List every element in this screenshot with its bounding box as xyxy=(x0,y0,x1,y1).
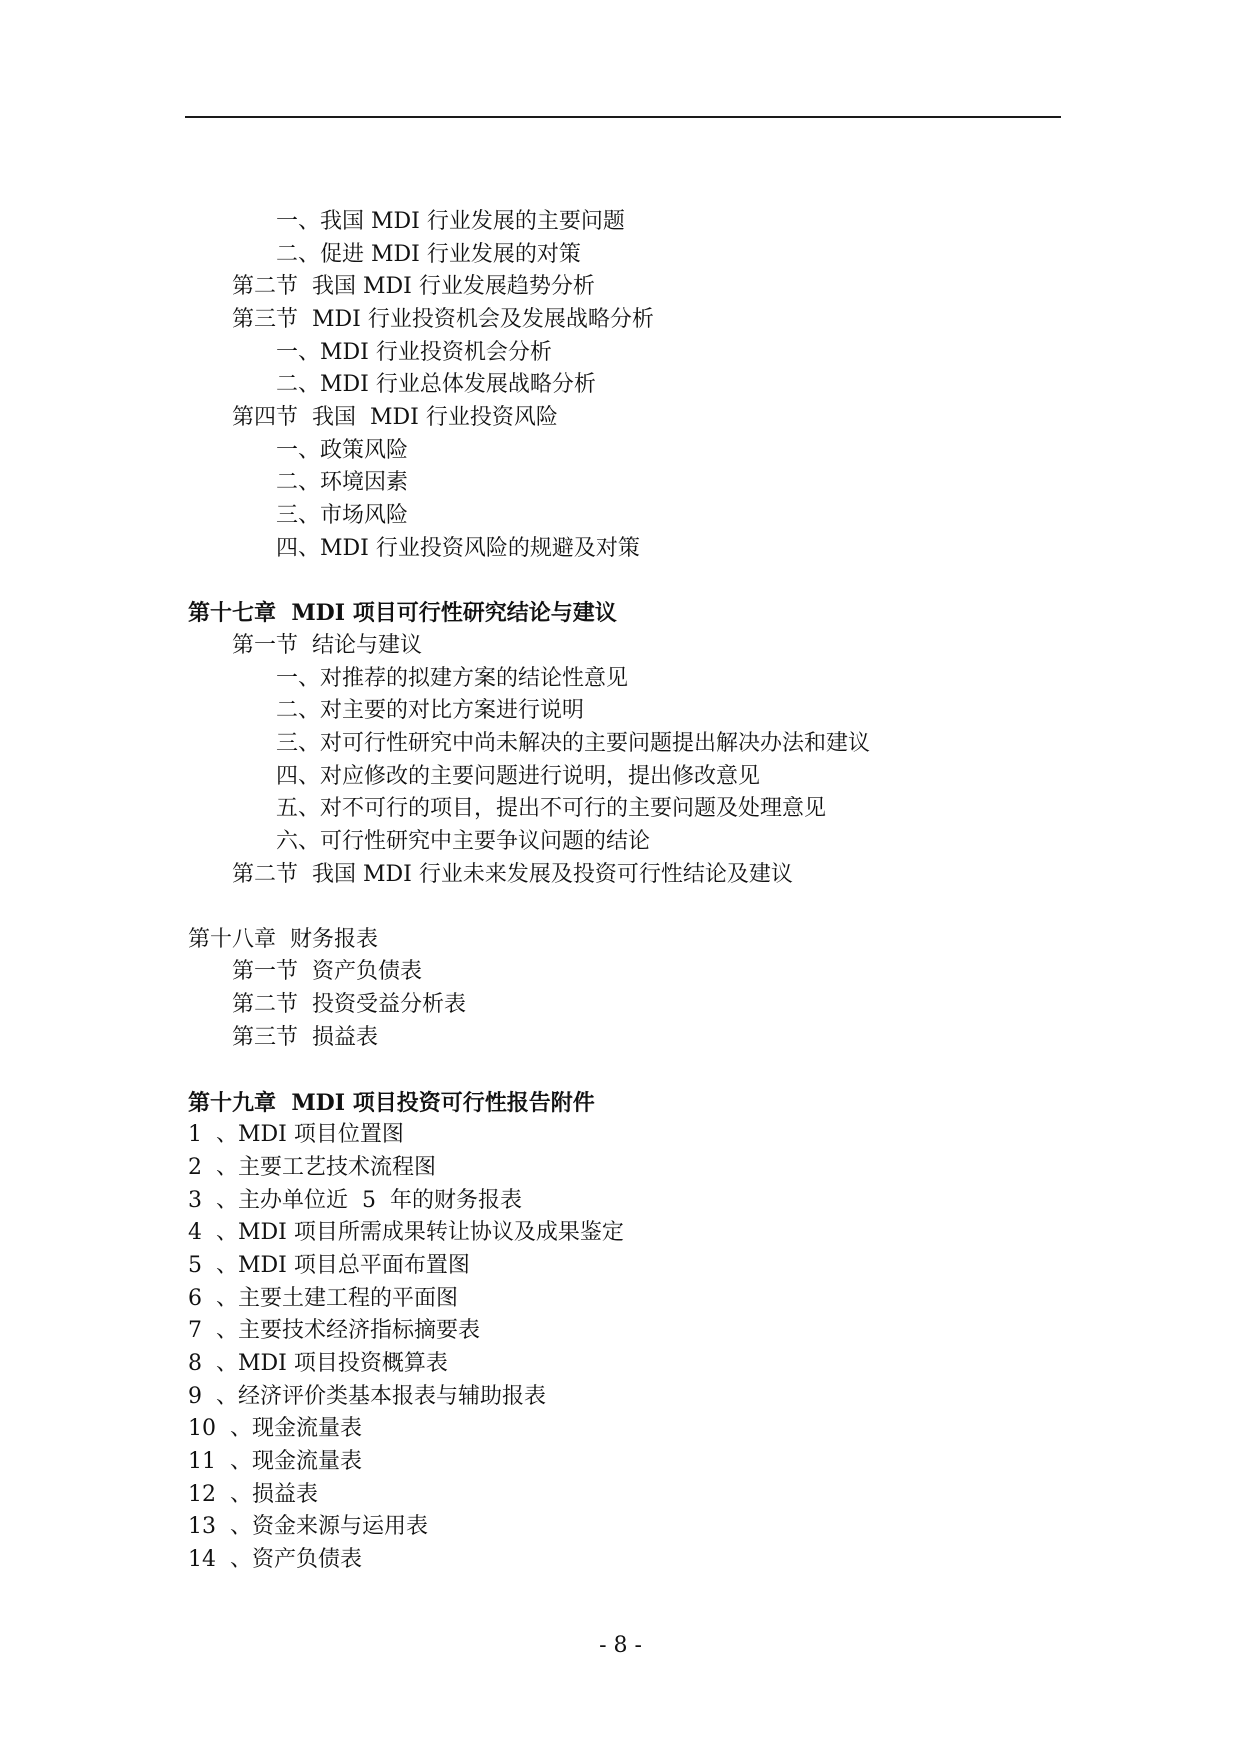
toc-section: 第二节 投资受益分析表 xyxy=(232,992,466,1017)
toc-item: 一、MDI 行业投资机会分析 xyxy=(276,340,552,365)
appendix-item: 7 、主要技术经济指标摘要表 xyxy=(188,1318,480,1343)
toc-item: 二、对主要的对比方案进行说明 xyxy=(276,698,585,723)
page-number: - 8 - xyxy=(599,1633,642,1658)
appendix-item: 2 、主要工艺技术流程图 xyxy=(188,1155,436,1180)
toc-item: 五、对不可行的项目，提出不可行的主要问题及处理意见 xyxy=(276,796,827,821)
toc-item: 三、对可行性研究中尚未解决的主要问题提出解决办法和建议 xyxy=(276,731,871,756)
toc-item: 一、对推荐的拟建方案的结论性意见 xyxy=(276,666,629,691)
toc-section: 第四节 我国 MDI 行业投资风险 xyxy=(232,405,558,430)
appendix-item: 8 、MDI 项目投资概算表 xyxy=(188,1351,448,1376)
appendix-item: 14 、资产负债表 xyxy=(188,1547,362,1572)
appendix-item: 3 、主办单位近 5 年的财务报表 xyxy=(188,1188,522,1213)
appendix-item: 12 、损益表 xyxy=(188,1482,318,1507)
appendix-item: 4 、MDI 项目所需成果转让协议及成果鉴定 xyxy=(188,1220,624,1245)
appendix-item: 11 、现金流量表 xyxy=(188,1449,362,1474)
toc-item: 二、MDI 行业总体发展战略分析 xyxy=(276,372,596,397)
toc-item: 四、对应修改的主要问题进行说明，提出修改意见 xyxy=(276,764,761,789)
toc-section: 第三节 MDI 行业投资机会及发展战略分析 xyxy=(232,307,654,332)
appendix-item: 6 、主要土建工程的平面图 xyxy=(188,1286,458,1311)
toc-item: 一、我国 MDI 行业发展的主要问题 xyxy=(276,209,625,234)
toc-item: 一、政策风险 xyxy=(276,438,409,463)
toc-chapter-19: 第十九章 MDI 项目投资可行性报告附件 xyxy=(188,1090,595,1116)
toc-item: 二、环境因素 xyxy=(276,470,409,495)
toc-item: 四、MDI 行业投资风险的规避及对策 xyxy=(276,536,640,561)
toc-chapter-18: 第十八章 财务报表 xyxy=(188,927,378,952)
toc-item: 六、可行性研究中主要争议问题的结论 xyxy=(276,829,651,854)
toc-item: 三、市场风险 xyxy=(276,503,409,528)
toc-item: 二、促进 MDI 行业发展的对策 xyxy=(276,242,581,267)
toc-section: 第二节 我国 MDI 行业未来发展及投资可行性结论及建议 xyxy=(232,862,793,887)
toc-section: 第二节 我国 MDI 行业发展趋势分析 xyxy=(232,274,595,299)
appendix-item: 1 、MDI 项目位置图 xyxy=(188,1122,404,1147)
appendix-item: 10 、现金流量表 xyxy=(188,1416,362,1441)
toc-section: 第一节 结论与建议 xyxy=(232,633,422,658)
toc-chapter-17: 第十七章 MDI 项目可行性研究结论与建议 xyxy=(188,600,617,626)
appendix-item: 9 、经济评价类基本报表与辅助报表 xyxy=(188,1384,546,1409)
header-rule xyxy=(185,116,1061,118)
toc-section: 第三节 损益表 xyxy=(232,1025,378,1050)
appendix-item: 5 、MDI 项目总平面布置图 xyxy=(188,1253,470,1278)
appendix-item: 13 、资金来源与运用表 xyxy=(188,1514,428,1539)
toc-section: 第一节 资产负债表 xyxy=(232,959,422,984)
